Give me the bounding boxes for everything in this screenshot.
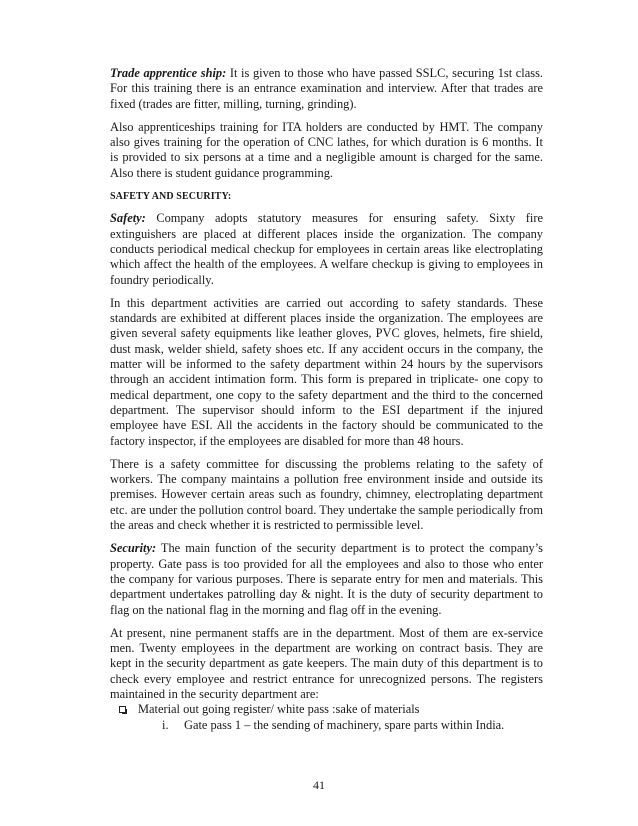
list-item (110, 702, 543, 717)
registers-list (110, 702, 543, 733)
document-page (110, 66, 543, 733)
list-item-text: Material out going register/ white pass :sake of materials (138, 702, 420, 717)
safety-paragraph (110, 211, 543, 287)
section-heading: SAFETY AND SECURITY: (110, 191, 232, 203)
safety-lead: Safety: (110, 211, 146, 226)
trade-apprentice-paragraph (110, 66, 543, 112)
sub-list-text: Gate pass 1 – the sending of machinery, spare parts within India. (184, 717, 505, 732)
security-text: The main function of the security department is to protect the company’s property. Gate pass is too provided for all the employees and also to those who enter the company for various purposes. There is separate entry for men and materials. This department undertakes patrolling day & night. It is the duty of security department to flag on the national flag in the morning and flag off in the evening. (110, 541, 543, 617)
checkbox-bullet-icon (119, 706, 126, 713)
trade-apprentice-lead: Trade apprentice ship: (110, 66, 227, 80)
committee-paragraph: There is a safety committee for discussing the problems relating to the safety of workers. The company maintains a pollution free environment inside and outside its premises. However certain areas such as foundry, chimney, electroplating department etc. are under the pollution control board. They undertake the sample periodically from the areas and check whether it is restricted to permissible level. (110, 456, 543, 533)
department-paragraph: In this department activities are carried out according to safety standards. These standards are exhibited at different places inside the organization. The employees are given several safety equipments like leather gloves, PVC gloves, helmets, fire shield, dust mask, welder shield, safety shoes etc. If any accident occurs in the company, the matter will be informed to the safety department within 24 hours by the supervisors through an accident intimation form. This form is prepared in triplicate- one copy to medical department, one copy to the safety department and the third to the concerned department. The supervisor should inform to the ESI department if the injured employee have ESI. All the accidents in the factory should be communicated to the factory inspector, if the employees are disabled for more than 48 hours. (110, 295, 543, 448)
safety-text: Company adopts statutory measures for ensuring safety. Sixty fire extinguishers are placed at different places inside the organization. The company conducts periodical medical checkup for employees in certain areas like electroplating which affect the health of the employees. A welfare checkup is giving to employees in foundry periodically. (110, 211, 543, 287)
staff-paragraph: At present, nine permanent staffs are in the department. Most of them are ex-service men. Twenty employees in the department are working on contract basis. They are kept in the security department as gate keepers. The main duty of this department is to check every employee and restrict entrance for unrecognized persons. The registers maintained in the security department are: (110, 625, 543, 701)
sub-list-item (110, 718, 543, 733)
trade-apprentice-text: It is given to those who have passed SSLC, securing 1st class. For this training there is an entrance examination and interview. After that trades are fixed (trades are fitter, milling, turning, grinding). (110, 66, 543, 111)
page-number: 41 (313, 778, 325, 792)
security-paragraph (110, 541, 543, 617)
security-lead: Security: (110, 541, 157, 556)
sub-list-number: i. (162, 717, 169, 732)
ita-training-paragraph: Also apprenticeships training for ITA holders are conducted by HMT. The company also gives training for the operation of CNC lathes, for which duration is 6 months. It is provided to six persons at a time and a negligible amount is charged for the same. Also there is student guidance programming. (110, 119, 543, 180)
